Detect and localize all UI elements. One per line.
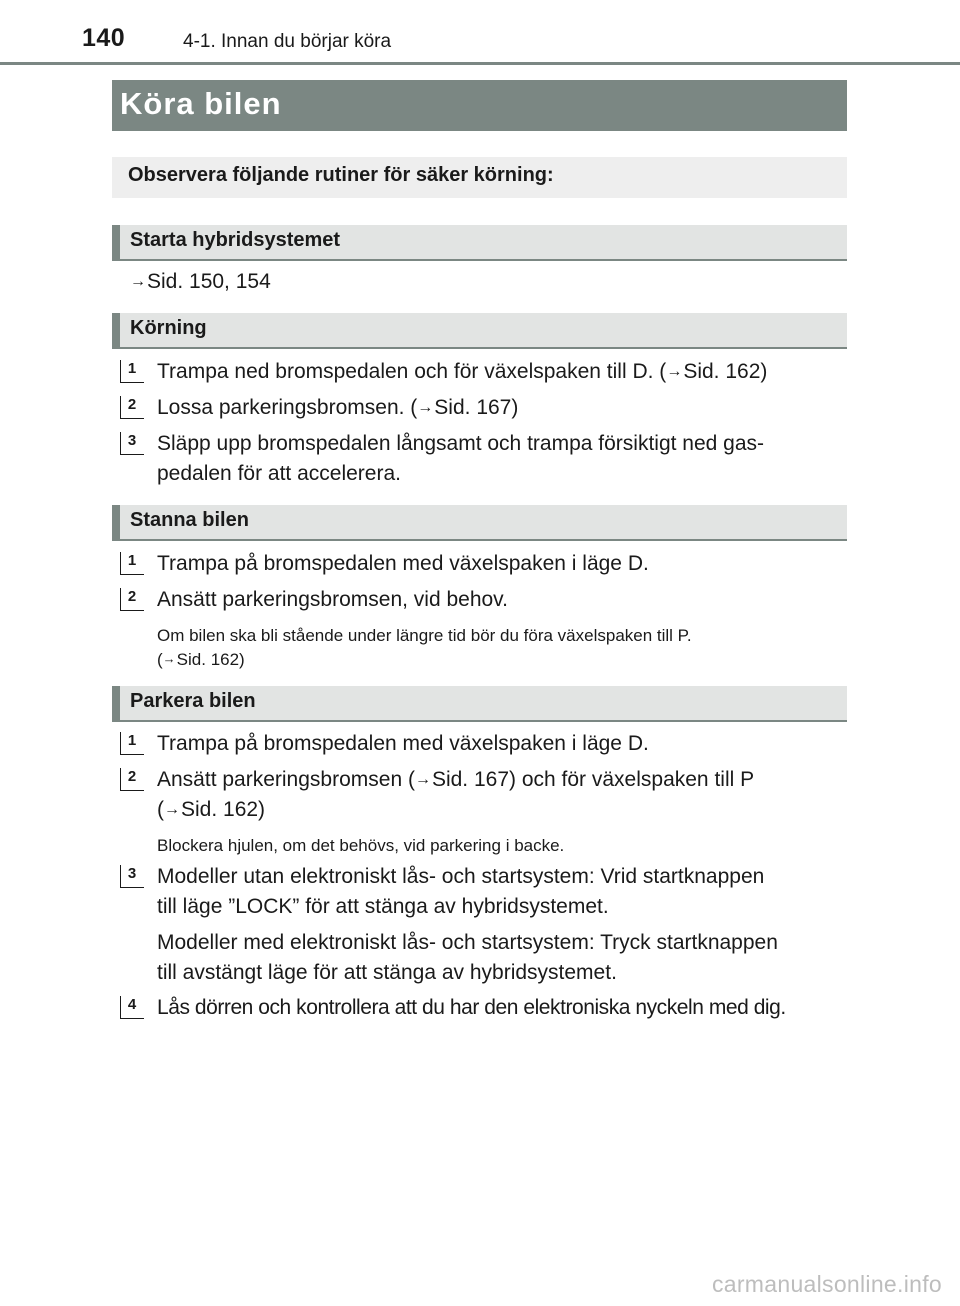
park-step-4: Lås dörren och kontrollera att du har den elektroniska nyckeln med dig. bbox=[157, 996, 786, 1019]
park-note: Blockera hjulen, om det behövs, vid parkering i backe. bbox=[157, 836, 565, 855]
driving-step-3-line-1: Släpp upp bromspedalen långsamt och trampa försiktigt ned gas- bbox=[157, 432, 765, 455]
stop-note-line-2: (→Sid. 162) bbox=[157, 650, 245, 669]
park-step-3-line-4: till avstängt läge för att stänga av hybridsystemet. bbox=[157, 961, 617, 984]
section-title-stop: Stanna bilen bbox=[130, 509, 249, 531]
step-badge: 2 bbox=[120, 768, 143, 791]
page-reference[interactable]: Sid. 162) bbox=[683, 360, 768, 383]
watermark: carmanualsonline.info bbox=[711, 1271, 942, 1297]
arrow-right-icon: → bbox=[666, 363, 683, 380]
section-title-driving: Körning bbox=[130, 317, 207, 339]
section-title-park: Parkera bilen bbox=[130, 690, 256, 712]
park-step-2-line-1: Ansätt parkeringsbromsen (→Sid. 167) och för växelspaken till P bbox=[157, 768, 755, 791]
page-reference[interactable]: Sid. 167) och för växelspaken till P bbox=[431, 768, 755, 791]
driving-step-1: Trampa ned bromspedalen och för växelspaken till D. (→Sid. 162) bbox=[157, 360, 768, 383]
step-badge: 3 bbox=[120, 865, 143, 888]
step-badge: 1 bbox=[120, 360, 143, 383]
intro-box bbox=[112, 157, 847, 198]
main-title-bar bbox=[112, 80, 847, 131]
page-reference[interactable]: Sid. 167) bbox=[434, 396, 519, 419]
page-title: Köra bilen bbox=[120, 86, 282, 121]
stop-note-line-1: Om bilen ska bli stående under längre tid bör du föra växelspaken till P. bbox=[157, 626, 692, 645]
page-reference[interactable]: Sid. 162) bbox=[181, 798, 266, 821]
step-badge: 2 bbox=[120, 588, 143, 611]
page-header bbox=[0, 0, 960, 66]
step-badge: 1 bbox=[120, 552, 143, 575]
section-header-start bbox=[112, 225, 847, 261]
page-number: 140 bbox=[82, 24, 126, 52]
page-reference[interactable]: Sid. 162) bbox=[176, 650, 245, 669]
stop-step-1: Trampa på bromspedalen med växelspaken i läge D. bbox=[157, 552, 649, 575]
step-badge: 1 bbox=[120, 732, 143, 755]
stop-step-2: Ansätt parkeringsbromsen, vid behov. bbox=[157, 588, 508, 611]
arrow-right-icon: → bbox=[164, 801, 180, 818]
arrow-right-icon: → bbox=[417, 399, 434, 416]
step-badge: 3 bbox=[120, 432, 143, 455]
step-badge: 4 bbox=[120, 996, 143, 1019]
arrow-right-icon: → bbox=[414, 771, 431, 788]
arrow-right-icon: → bbox=[162, 651, 176, 666]
park-step-3-line-3: Modeller med elektroniskt lås- och startsystem: Tryck startknappen bbox=[157, 931, 778, 954]
section-title-start: Starta hybridsystemet bbox=[130, 229, 341, 251]
start-reference[interactable] bbox=[130, 267, 271, 297]
driving-step-2: Lossa parkeringsbromsen. (→Sid. 167) bbox=[157, 396, 519, 419]
park-step-2-line-2: (→Sid. 162) bbox=[157, 798, 266, 821]
park-step-3-line-2: till läge ”LOCK” för att stänga av hybridsystemet. bbox=[157, 895, 609, 918]
section-header-park bbox=[112, 686, 847, 722]
park-step-3-line-1: Modeller utan elektroniskt lås- och startsystem: Vrid startknappen bbox=[157, 865, 765, 888]
section-header-driving bbox=[112, 313, 847, 349]
step-badge: 2 bbox=[120, 396, 143, 419]
chapter-title: 4-1. Innan du börjar köra bbox=[183, 31, 392, 52]
start-reference-text: Sid. 150, 154 bbox=[147, 270, 271, 293]
park-step-1: Trampa på bromspedalen med växelspaken i läge D. bbox=[157, 732, 649, 755]
intro-text: Observera följande rutiner för säker körning: bbox=[128, 164, 554, 186]
driving-step-3-line-2: pedalen för att accelerera. bbox=[157, 462, 401, 485]
header-rule bbox=[0, 62, 960, 65]
arrow-right-icon: → bbox=[130, 273, 146, 290]
section-header-stop bbox=[112, 505, 847, 541]
